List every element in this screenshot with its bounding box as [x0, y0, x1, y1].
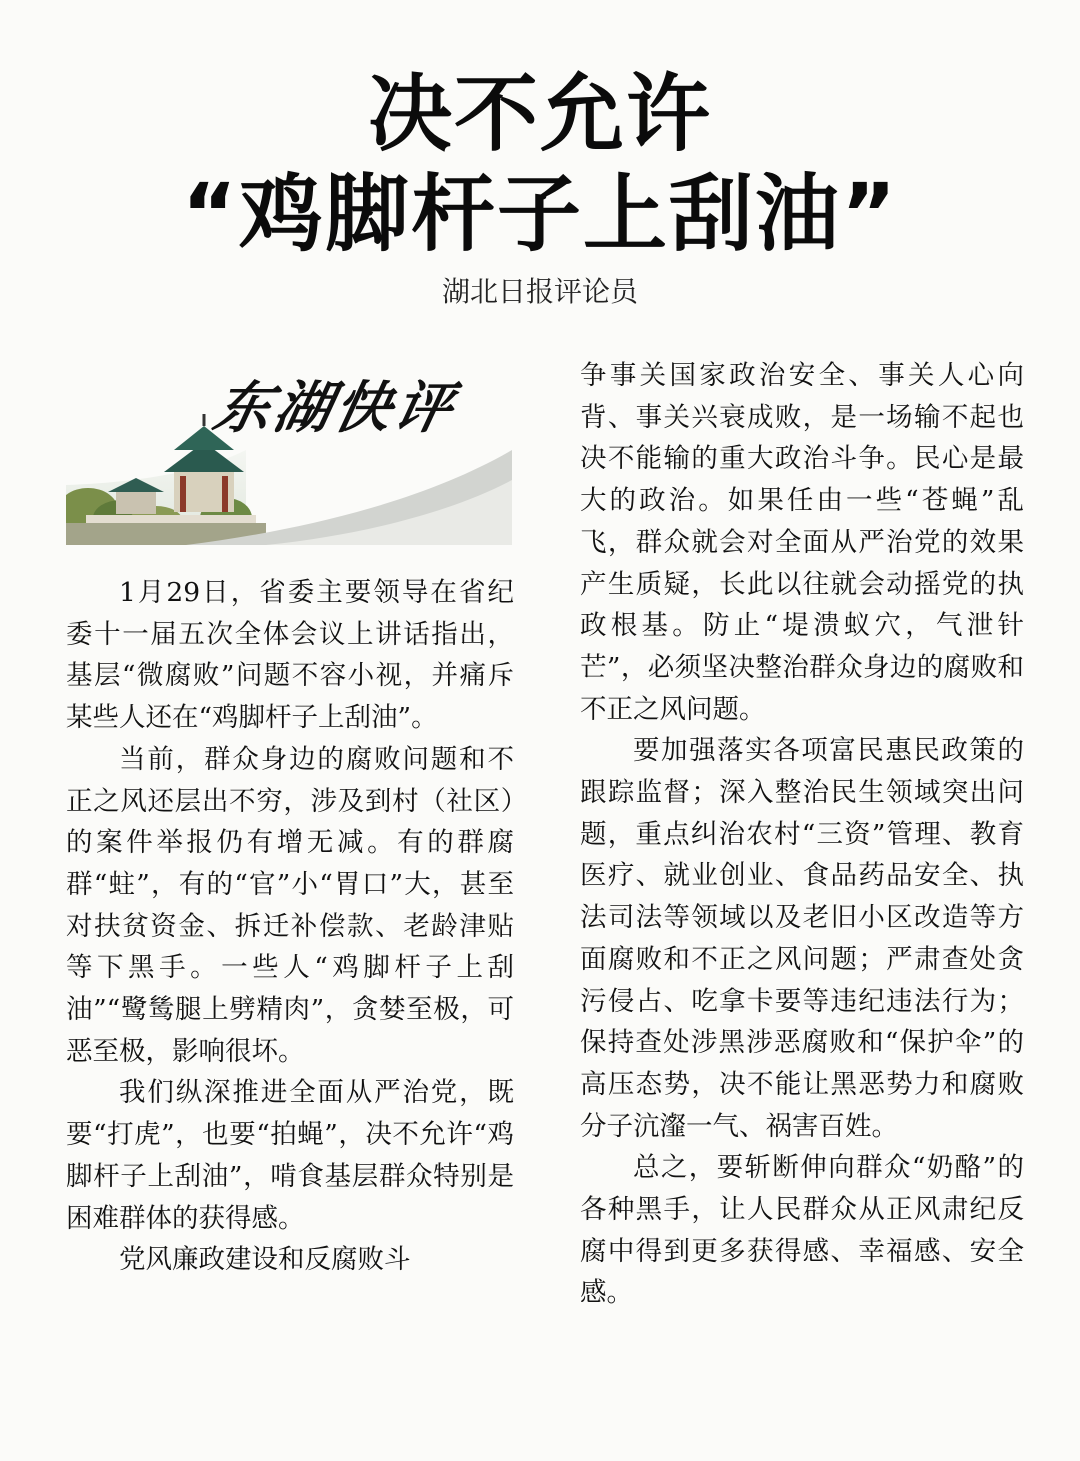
byline: 湖北日报评论员 — [441, 275, 638, 308]
headline-line-1: 决不允许 — [367, 65, 712, 163]
paragraph: 要加强落实各项富民惠民政策的跟踪监督；深入整治民生领域突出问题，重点纠治农村“三资”管理、教育医疗、就业创业、食品药品安全、执法司法等领域以及老旧小区改造等方面腐败和不正之风问题；严肃查处贪污侵占、吃拿卡要等违纪违法行为；保持查处涉黑涉恶腐败和“保护伞”的高压态势，决不能让黑恶势力和腐败分子沆瀣一气、祸害百姓。 — [580, 735, 1024, 1142]
paragraph: 我们纵深推进全面从严治党，既要“打虎”，也要“拍蝇”，决不允许“鸡脚杆子上刮油”，啃食基层群众特别是困难群体的获得感。 — [66, 1077, 514, 1234]
paragraph: 总之，要斩断伸向群众“奶酪”的各种黑手，让人民群众从正风肃纪反腐中得到更多获得感、幸福感、安全感。 — [580, 1152, 1024, 1309]
headline-line-2: “鸡脚杆子上刮油” — [181, 165, 899, 263]
headline — [0, 64, 1080, 264]
paragraph: 1月29日，省委主要领导在省纪委十一届五次全体会议上讲话指出，基层“微腐败”问题不容小视，并痛斥某些人还在“鸡脚杆子上刮油”。 — [66, 577, 514, 734]
article-left-column — [66, 572, 514, 1281]
column-title-calligraphy: 东湖快评 — [207, 375, 463, 441]
paragraph: 党风廉政建设和反腐败斗 — [119, 1244, 411, 1276]
paragraph: 当前，群众身边的腐败问题和不正之风还层出不穷，涉及到村（社区）的案件举报仍有增无减。有的群腐群“蛀”，有的“官”小“胃口”大，甚至对扶贫资金、拆迁补偿款、老龄津贴等下黑手。一些人“鸡脚杆子上刮油”“鹭鸶腿上劈精肉”，贪婪至极，可恶至极，影响很坏。 — [66, 743, 514, 1067]
article-right-column — [580, 355, 1024, 1314]
paragraph-continuation: 争事关国家政治安全、事关人心向背、事关兴衰成败，是一场输不起也决不能输的重大政治斗争。民心是最大的政治。如果任由一些“苍蝇”乱飞，群众就会对全面从严治党的效果产生质疑，长此以往就会动摇党的执政根基。防止“堤溃蚁穴，气泄针芒”，必须坚决整治群众身边的腐败和不正之风问题。 — [580, 360, 1024, 725]
